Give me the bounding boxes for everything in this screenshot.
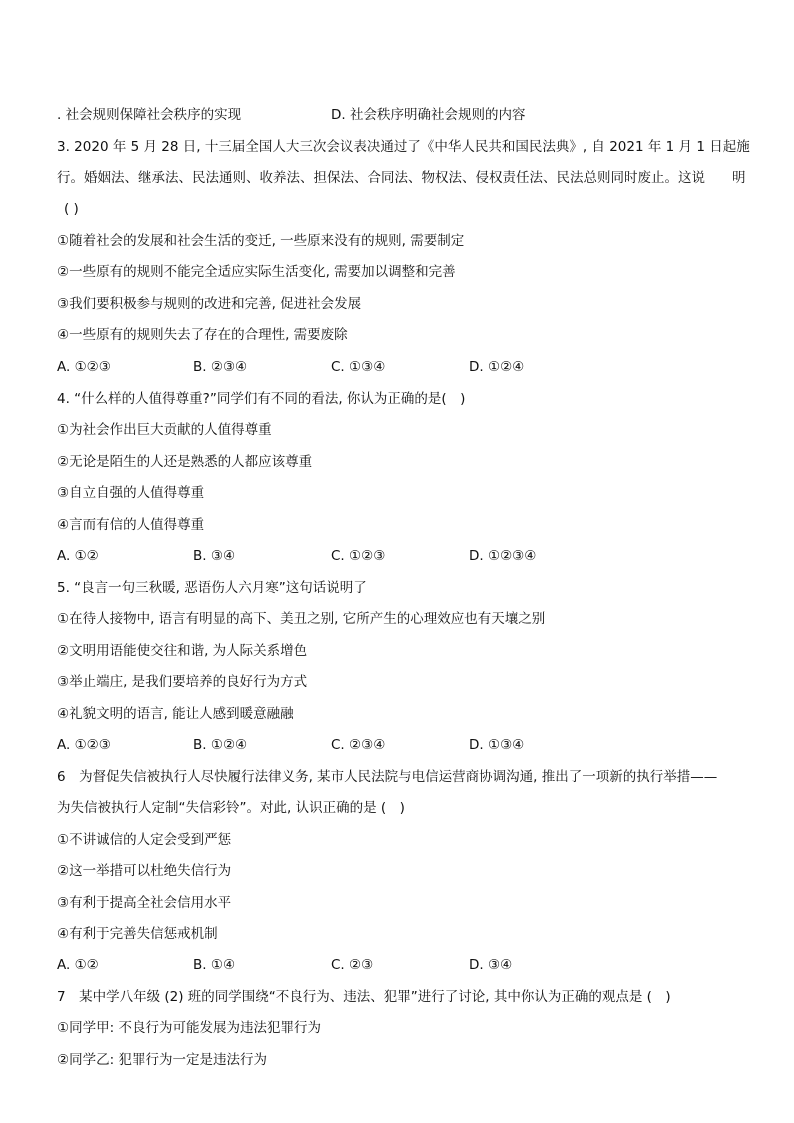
q5-option-d: D. ①③④	[469, 737, 525, 753]
q3-item-1: ①随着社会的发展和社会生活的变迁, 一些原来没有的规则, 需要制定	[57, 233, 465, 249]
q6-option-a: A. ①②	[57, 957, 99, 973]
q5-stem: 5. “良言一句三秋暖, 恶语伤人六月寒”这句话说明了	[57, 580, 367, 596]
q4-item-2: ②无论是陌生的人还是熟悉的人都应该尊重	[57, 454, 313, 470]
q4-option-a: A. ①②	[57, 548, 99, 564]
q3-stem-line1: 3. 2020 年 5 月 28 日, 十三届全国人大三次会议表决通过了《中华人民共和国民法典》, 自 2021 年 1 月 1 日起施	[57, 139, 750, 155]
q6-item-4: ④有利于完善失信惩戒机制	[57, 926, 218, 942]
q4-item-1: ①为社会作出巨大贡献的人值得尊重	[57, 422, 272, 438]
q3-option-c: C. ①③④	[331, 359, 386, 375]
q4-item-3: ③自立自强的人值得尊重	[57, 485, 205, 501]
option-d-fragment: D. 社会秩序明确社会规则的内容	[331, 107, 526, 123]
q4-item-4: ④言而有信的人值得尊重	[57, 517, 205, 533]
q4-option-d: D. ①②③④	[469, 548, 537, 564]
q4-stem: 4. “什么样的人值得尊重?”同学们有不同的看法, 你认为正确的是( )	[57, 391, 466, 407]
q6-stem-line1: 6 为督促失信被执行人尽快履行法律义务, 某市人民法院与电信运营商协调沟通, 推出了一项新的执行举措——	[57, 769, 718, 785]
q4-option-c: C. ①②③	[331, 548, 386, 564]
q7-item-1: ①同学甲: 不良行为可能发展为违法犯罪行为	[57, 1020, 321, 1036]
q6-item-3: ③有利于提高全社会信用水平	[57, 895, 232, 911]
q5-item-3: ③举止端庄, 是我们要培养的良好行为方式	[57, 674, 308, 690]
q6-item-2: ②这一举措可以杜绝失信行为	[57, 863, 232, 879]
q6-option-c: C. ②③	[331, 957, 374, 973]
q5-option-c: C. ②③④	[331, 737, 386, 753]
q5-item-2: ②文明用语能使交往和谐, 为人际关系增色	[57, 643, 308, 659]
q5-option-a: A. ①②③	[57, 737, 111, 753]
q6-item-1: ①不讲诚信的人定会受到严惩	[57, 832, 232, 848]
q7-stem: 7 某中学八年级 (2) 班的同学围绕“不良行为、违法、犯罪”进行了讨论, 其中你认为正确的观点是 ( )	[57, 989, 671, 1005]
q3-item-3: ③我们要积极参与规则的改进和完善, 促进社会发展	[57, 296, 362, 312]
q5-option-b: B. ①②④	[193, 737, 248, 753]
option-c-fragment: . 社会规则保障社会秩序的实现	[57, 107, 242, 123]
q3-item-2: ②一些原有的规则不能完全适应实际生活变化, 需要加以调整和完善	[57, 264, 456, 280]
q3-option-d: D. ①②④	[469, 359, 525, 375]
q4-option-b: B. ③④	[193, 548, 236, 564]
q3-stem-line2: 行。婚姻法、继承法、民法通则、收养法、担保法、合同法、物权法、侵权责任法、民法总则同时废止。这说 明	[57, 170, 746, 186]
q5-item-1: ①在待人接物中, 语言有明显的高下、美丑之别, 它所产生的心理效应也有天壤之别	[57, 611, 546, 627]
q3-answer-paren: ( )	[64, 201, 79, 217]
q6-stem-line2: 为失信被执行人定制“失信彩铃”。对此, 认识正确的是 ( )	[57, 800, 405, 816]
q3-option-a: A. ①②③	[57, 359, 111, 375]
q7-item-2: ②同学乙: 犯罪行为一定是违法行为	[57, 1052, 267, 1068]
q6-option-b: B. ①④	[193, 957, 236, 973]
q3-item-4: ④一些原有的规则失去了存在的合理性, 需要废除	[57, 327, 348, 343]
q3-option-b: B. ②③④	[193, 359, 248, 375]
q6-option-d: D. ③④	[469, 957, 513, 973]
q5-item-4: ④礼貌文明的语言, 能让人感到暖意融融	[57, 706, 294, 722]
